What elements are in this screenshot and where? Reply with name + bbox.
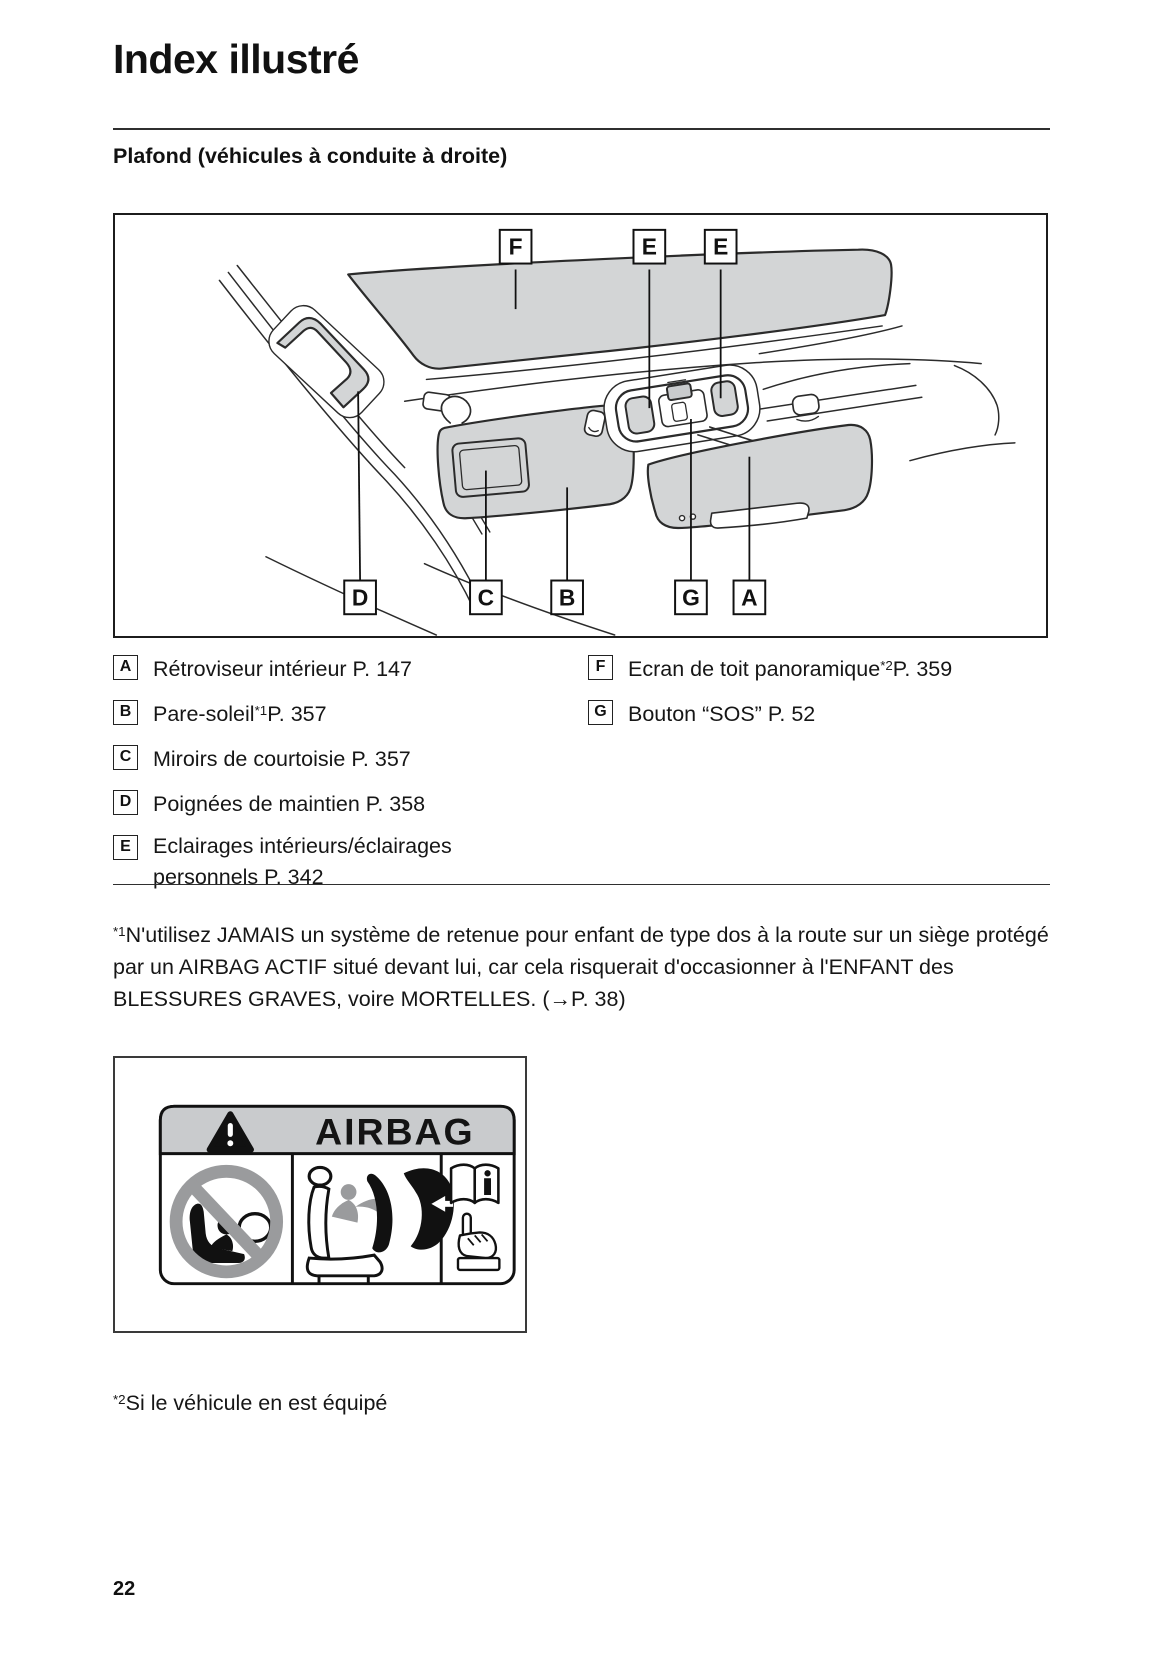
- legend-label: Ecran de toit panoramique$^{*2}$P. 359: [628, 656, 953, 681]
- page-ref: P. 52: [761, 701, 816, 726]
- page-ref: P. 357: [345, 746, 411, 771]
- callout-key-D: D: [113, 790, 138, 815]
- roof-clip-shape: [792, 394, 821, 423]
- page-ref: P. 342: [258, 864, 324, 889]
- callout-G: G: [682, 584, 700, 611]
- page-ref: P. 358: [359, 791, 426, 816]
- ceiling-diagram: [113, 213, 1048, 638]
- page-title: Index illustré: [113, 36, 359, 82]
- airbag-label-drawing: [115, 1058, 525, 1331]
- legend-label: Rétroviseur intérieur P. 147: [153, 656, 412, 681]
- footnote-2-marker: *2: [113, 1392, 126, 1407]
- interior-light-lens-left: [624, 395, 655, 434]
- callout-key-E: E: [113, 835, 138, 860]
- callout-E1: E: [641, 233, 657, 260]
- callout-key-F: F: [588, 655, 613, 680]
- legend-label: Poignées de maintien P. 358: [153, 791, 426, 816]
- owners-manual-icon: [451, 1165, 498, 1203]
- grab-handle-shape: [262, 299, 391, 425]
- callout-F: F: [508, 233, 523, 260]
- airbag-warning-label: [113, 1056, 527, 1333]
- airbag-label-title: AIRBAG: [315, 1110, 475, 1153]
- page-number: 22: [113, 1578, 136, 1600]
- footnote-2-text: Si le véhicule en est équipé: [125, 1390, 388, 1415]
- callout-E2: E: [713, 233, 729, 260]
- callout-B: B: [558, 584, 576, 611]
- legend-right-column: [588, 652, 1050, 742]
- panoramic-roof-shape: [348, 250, 891, 369]
- legend-item-D: [113, 787, 568, 818]
- ceiling-diagram-drawing: [115, 215, 1046, 636]
- footnote-1: [113, 916, 1061, 1015]
- legend-label: Bouton “SOS” P. 52: [628, 701, 816, 726]
- divider-legend: [113, 884, 1050, 885]
- callout-key-A: A: [113, 655, 138, 680]
- interior-light-lens-right: [710, 380, 739, 417]
- callout-C: C: [477, 584, 495, 611]
- callout-D: D: [351, 584, 369, 611]
- footnote-1-marker: *1: [113, 924, 126, 939]
- callout-key-B: B: [113, 700, 138, 725]
- callout-key-G: G: [588, 700, 613, 725]
- callout-A: A: [741, 584, 758, 611]
- overhead-console-shape: [600, 361, 764, 456]
- legend-label: Miroirs de courtoisie P. 357: [153, 746, 411, 771]
- footnote-1-text: N'utilisez JAMAIS un système de retenue pour enfant de type dos à la route sur un siège protégé par un AIRBAG ACTIF situé devant lui, car cela risquerait d'occasionner à l'ENFANT des BLESSURES GRAVES, voire MORTELLES. (→P. 38): [113, 922, 1049, 1011]
- page-ref: P. 357: [267, 701, 327, 726]
- legend-label: Eclairages intérieurs/éclairages personnels P. 342: [153, 833, 452, 889]
- legend-item-A: [113, 652, 568, 683]
- legend-item-B: [113, 697, 568, 728]
- footnote-2: [113, 1384, 813, 1419]
- legend-item-C: [113, 742, 568, 773]
- mirror-connector-dot: [679, 516, 684, 521]
- visor-pivot-shape: [441, 396, 470, 423]
- legend-left-column: [113, 652, 568, 905]
- legend-item-E: [113, 832, 568, 891]
- legend-label: Pare-soleil$^{*1}$P. 357: [153, 701, 327, 726]
- page-ref: P. 147: [346, 656, 412, 681]
- legend-item-G: [588, 697, 1050, 728]
- legend-item-F: [588, 652, 1050, 683]
- page-ref: P. 359: [892, 656, 953, 681]
- callout-key-C: C: [113, 745, 138, 770]
- section-heading: Plafond (véhicules à conduite à droite): [113, 144, 508, 168]
- sos-button-shape: [667, 383, 693, 400]
- divider-top: [113, 128, 1050, 130]
